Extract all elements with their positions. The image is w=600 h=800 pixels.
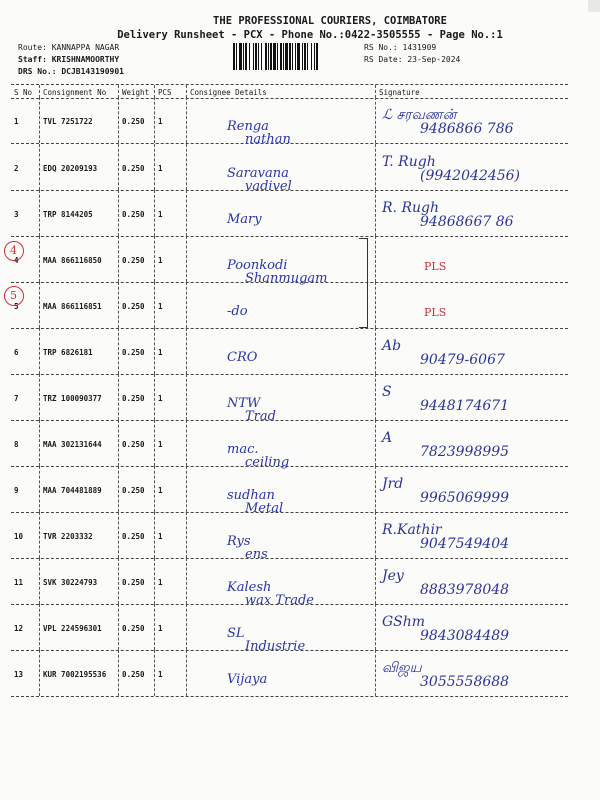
rs-date-label: RS Date: 23-Sep-2024 (364, 55, 461, 64)
table-cell (186, 236, 376, 286)
consignee-handwriting: CRO (227, 350, 258, 365)
phone-handwriting: 9047549404 (420, 536, 510, 552)
table-row (11, 190, 568, 237)
barcode-bar (273, 43, 276, 70)
table-cell (375, 236, 569, 282)
weight-value: 0.250 (122, 164, 145, 173)
table-cell (39, 236, 119, 282)
serial-number: 3 (14, 210, 19, 219)
signature-handwriting: PLS (424, 306, 447, 319)
barcode-bar (239, 43, 242, 70)
table-cell (39, 512, 119, 558)
table-cell (39, 97, 119, 143)
consignment-number: MAA 302131644 (43, 440, 102, 449)
phone-handwriting: 8883978048 (420, 582, 510, 598)
table-row (11, 420, 568, 470)
bracket-mark (359, 238, 368, 328)
serial-number: 1 (14, 117, 19, 126)
barcode-bar (245, 43, 247, 70)
table-cell (186, 97, 376, 147)
consignment-number: MAA 866116850 (43, 256, 102, 265)
phone-handwriting: 90479-6067 (420, 352, 505, 368)
barcode-bar (297, 43, 300, 70)
table-cell (11, 328, 39, 374)
consignee-handwriting: NTW (227, 396, 261, 411)
consignment-number: TVR 2203332 (43, 532, 93, 541)
table-cell (118, 282, 155, 328)
phone-handwriting: 7823998995 (420, 444, 510, 460)
consignee-handwriting: Vijaya (227, 672, 268, 687)
pcs-value: 1 (158, 348, 163, 357)
weight-value: 0.250 (122, 394, 145, 403)
signature-handwriting: S (382, 384, 392, 400)
table-row (11, 282, 568, 329)
column-header-label: Weight (122, 88, 150, 97)
barcode-bar (316, 43, 318, 70)
signature-handwriting: A (382, 430, 393, 446)
consignment-number: TRZ 100090377 (43, 394, 102, 403)
consignment-number: TVL 7251722 (43, 117, 93, 126)
barcode-bar (283, 43, 284, 70)
table-cell (39, 282, 119, 328)
table-cell (186, 190, 376, 236)
barcode-bar (258, 43, 259, 70)
pcs-value: 1 (158, 302, 163, 311)
signature-handwriting: Jrd (382, 476, 404, 492)
consignee-handwriting: Mary (227, 212, 262, 227)
serial-number: 2 (14, 164, 19, 173)
table-cell (154, 466, 187, 512)
table-cell (11, 650, 39, 696)
table-cell (375, 558, 569, 604)
table-cell (118, 97, 155, 143)
column-header-label: PCS (158, 88, 172, 97)
column-header-label: Signature (379, 88, 420, 97)
page-corner-fold (588, 0, 600, 12)
table-cell (11, 97, 39, 143)
table-cell (375, 374, 569, 420)
barcode-bar (285, 43, 288, 70)
table-row (11, 558, 568, 608)
weight-value: 0.250 (122, 440, 145, 449)
barcode-bar (268, 43, 269, 70)
pcs-value: 1 (158, 578, 163, 587)
consignee-handwriting: mac. (227, 442, 259, 457)
signature-handwriting: Jey (382, 568, 404, 584)
column-header-label: S No (14, 88, 33, 97)
barcode-bar (265, 43, 267, 70)
drs-label: DRS No.: DCJB143190901 (18, 67, 124, 76)
table-row (11, 512, 568, 562)
table-cell (118, 420, 155, 466)
weight-value: 0.250 (122, 210, 145, 219)
barcode-bar (307, 43, 308, 70)
table-cell (375, 466, 569, 512)
consignment-number: EDQ 20209193 (43, 164, 98, 173)
barcode-bar (255, 43, 257, 70)
table-cell (39, 374, 119, 420)
table-row (11, 604, 568, 654)
table-cell (118, 144, 155, 190)
table-cell (186, 558, 376, 608)
weight-value: 0.250 (122, 486, 145, 495)
table-cell (186, 282, 376, 328)
red-circle-mark (4, 286, 24, 306)
table-cell (11, 512, 39, 558)
table-cell (39, 144, 119, 190)
table-cell (154, 604, 187, 650)
weight-value: 0.250 (122, 348, 145, 357)
table-row (11, 650, 568, 697)
consignee-handwriting: ens (245, 547, 268, 562)
consignment-number: SVK 30224793 (43, 578, 98, 587)
phone-handwriting: 9448174671 (420, 398, 510, 414)
table-cell (154, 650, 187, 696)
pcs-value: 1 (158, 210, 163, 219)
table-cell (39, 190, 119, 236)
rs-no-label: RS No.: 1431909 (364, 43, 437, 52)
table-cell (118, 558, 155, 604)
serial-number: 10 (14, 532, 24, 541)
barcode-bar (295, 43, 296, 70)
pcs-value: 1 (158, 532, 163, 541)
table-cell (186, 512, 376, 562)
signature-handwriting: T. Rugh (382, 154, 436, 170)
barcode-bar (280, 43, 282, 70)
weight-value: 0.250 (122, 670, 145, 679)
consignee-handwriting: Metal (245, 501, 284, 516)
table-cell (154, 374, 187, 420)
table-cell (375, 420, 569, 466)
table-cell (118, 190, 155, 236)
serial-number: 5 (14, 302, 19, 311)
table-cell (375, 144, 569, 190)
table-cell (118, 604, 155, 650)
barcode-bar (277, 43, 278, 70)
barcode-bar (304, 43, 306, 70)
table-cell (375, 650, 569, 696)
consignee-handwriting: Poonkodi (227, 258, 288, 273)
column-header-label: Consignee Details (190, 88, 267, 97)
signature-handwriting: ℒ சரவணன் (382, 107, 457, 123)
consignee-handwriting: SL (227, 626, 245, 641)
table-cell (118, 374, 155, 420)
consignee-handwriting: -do (227, 304, 248, 319)
pcs-value: 1 (158, 394, 163, 403)
consignee-handwriting: Rys (227, 534, 251, 549)
consignee-handwriting: vadivel (245, 179, 292, 194)
pcs-value: 1 (158, 670, 163, 679)
serial-number: 7 (14, 394, 19, 403)
consignee-handwriting: Saravana (227, 166, 289, 181)
table-row (11, 328, 568, 375)
consignee-handwriting: wax Trade (245, 593, 314, 608)
weight-value: 0.250 (122, 302, 145, 311)
table-cell (186, 374, 376, 424)
table-cell (154, 512, 187, 558)
table-cell (154, 236, 187, 282)
table-cell (11, 420, 39, 466)
serial-number: 9 (14, 486, 19, 495)
table-cell (375, 604, 569, 650)
barcode-bar (243, 43, 244, 70)
serial-number: 13 (14, 670, 24, 679)
table-cell (11, 604, 39, 650)
table-cell (39, 558, 119, 604)
table-cell (186, 650, 376, 696)
table-cell (186, 144, 376, 194)
table-cell (11, 144, 39, 190)
table-cell (154, 328, 187, 374)
phone-handwriting: (9942042456) (420, 168, 520, 184)
table-cell (11, 558, 39, 604)
table-cell (186, 328, 376, 374)
signature-handwriting: PLS (424, 260, 447, 273)
phone-handwriting: 9486866 786 (420, 121, 514, 137)
table-cell (154, 190, 187, 236)
red-circle-mark (4, 241, 24, 261)
phone-handwriting: 3055558688 (420, 674, 510, 690)
staff-label: Staff: KRISHNAMOORTHY (18, 55, 120, 64)
pcs-value: 1 (158, 117, 163, 126)
barcode-bar (261, 43, 262, 70)
pcs-value: 1 (158, 440, 163, 449)
table-cell (39, 328, 119, 374)
table-cell (154, 558, 187, 604)
barcode-bar (236, 43, 237, 70)
pcs-value: 1 (158, 164, 163, 173)
consignee-handwriting: Industrie (245, 639, 306, 654)
runsheet-table (11, 84, 568, 692)
barcode-bar (270, 43, 272, 70)
serial-number: 11 (14, 578, 24, 587)
table-cell (118, 466, 155, 512)
barcode-bar (233, 43, 235, 70)
serial-number: 8 (14, 440, 19, 449)
weight-value: 0.250 (122, 532, 145, 541)
table-cell (39, 420, 119, 466)
table-cell (118, 650, 155, 696)
barcode-bar (311, 43, 312, 70)
runsheet-title: Delivery Runsheet - PCX - Phone No.:0422-3505555 - Page No.:1 (117, 29, 503, 41)
table-cell (375, 97, 569, 143)
consignment-number: MAA 704481889 (43, 486, 102, 495)
table-cell (375, 282, 569, 328)
table-cell (375, 328, 569, 374)
weight-value: 0.250 (122, 578, 145, 587)
table-row (11, 236, 568, 286)
pcs-value: 1 (158, 486, 163, 495)
barcode-bar (292, 43, 293, 70)
table-cell (375, 190, 569, 236)
pcs-value: 1 (158, 256, 163, 265)
signature-handwriting: விஜய (382, 660, 422, 676)
consignee-handwriting: Renga (227, 119, 269, 134)
consignee-handwriting: Shanmugam (245, 271, 328, 286)
table-cell (118, 512, 155, 558)
column-header-label: Consignment No (43, 88, 107, 97)
table-cell (154, 144, 187, 190)
table-cell (118, 236, 155, 282)
weight-value: 0.250 (122, 624, 145, 633)
signature-handwriting: GShm (382, 614, 426, 630)
consignee-handwriting: Kalesh (227, 580, 272, 595)
route-label: Route: KANNAPPA NAGAR (18, 43, 120, 52)
table-row (11, 97, 568, 147)
table-row (11, 144, 568, 194)
signature-handwriting: R. Rugh (382, 200, 439, 216)
consignment-number: MAA 866116851 (43, 302, 102, 311)
red-circle-label: 4 (10, 244, 17, 257)
signature-handwriting: Ab (382, 338, 402, 354)
barcode-bar (289, 43, 291, 70)
table-cell (11, 466, 39, 512)
company-title: THE PROFESSIONAL COURIERS, COIMBATORE (213, 15, 447, 27)
barcode-bar (253, 43, 254, 70)
table-cell (186, 466, 376, 516)
red-circle-label: 5 (10, 289, 17, 302)
table-cell (154, 97, 187, 143)
consignment-number: TRP 8144205 (43, 210, 93, 219)
barcode-bar (249, 43, 250, 70)
serial-number: 4 (14, 256, 19, 265)
table-cell (154, 420, 187, 466)
consignment-number: VPL 224596301 (43, 624, 102, 633)
table-cell (39, 650, 119, 696)
signature-handwriting: R.Kathir (382, 522, 442, 538)
table-cell (118, 328, 155, 374)
consignee-handwriting: sudhan (227, 488, 275, 503)
table-cell (375, 512, 569, 558)
consignment-number: KUR 7002195536 (43, 670, 107, 679)
pcs-value: 1 (158, 624, 163, 633)
table-cell (11, 190, 39, 236)
table-cell (154, 282, 187, 328)
table-row (11, 374, 568, 424)
table-cell (186, 604, 376, 654)
table-cell (39, 466, 119, 512)
consignment-number: TRP 6826181 (43, 348, 93, 357)
table-cell (186, 420, 376, 470)
table-row (11, 466, 568, 516)
phone-handwriting: 94868667 86 (420, 214, 514, 230)
serial-number: 6 (14, 348, 19, 357)
table-cell (39, 604, 119, 650)
weight-value: 0.250 (122, 117, 145, 126)
consignee-handwriting: nathan (245, 132, 291, 147)
consignee-handwriting: Trad (245, 409, 276, 424)
phone-handwriting: 9965069999 (420, 490, 510, 506)
barcode-bar (314, 43, 315, 70)
consignee-handwriting: ceiling (245, 455, 290, 470)
barcode-bar (302, 43, 303, 70)
weight-value: 0.250 (122, 256, 145, 265)
table-cell (11, 374, 39, 420)
serial-number: 12 (14, 624, 24, 633)
phone-handwriting: 9843084489 (420, 628, 510, 644)
barcode (233, 43, 355, 70)
